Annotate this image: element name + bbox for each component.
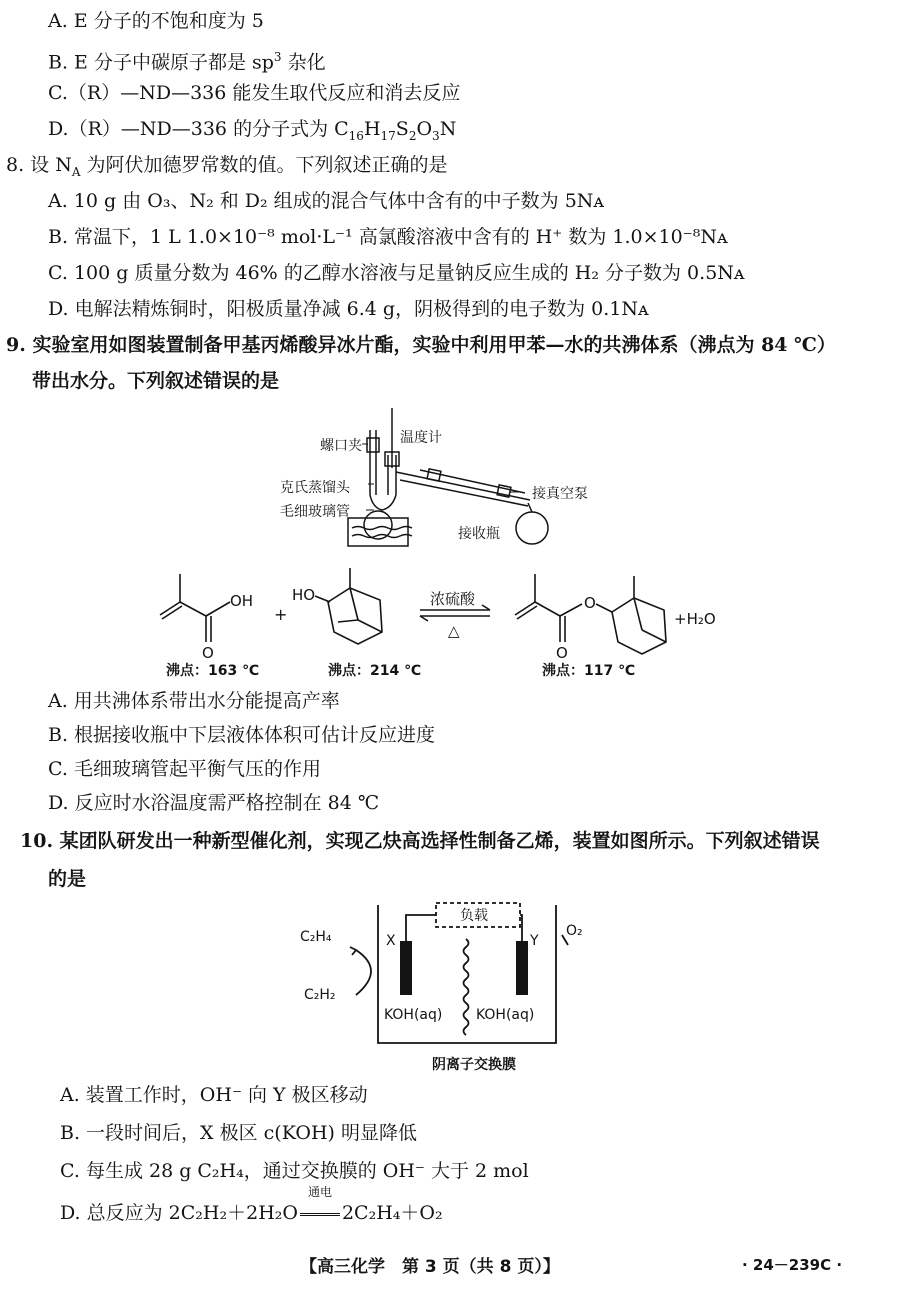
- q8-stem: [6, 152, 448, 185]
- q10-d-post: 2C₂H₄＋O₂: [341, 1202, 443, 1224]
- q7-option-d: [48, 116, 456, 149]
- q7-d-sub3: 2: [408, 128, 417, 143]
- label-receiver: 接收瓶: [458, 526, 500, 542]
- q7-option-c: C.（R）—ND—336 能发生取代反应和消去反应: [48, 82, 461, 104]
- o-label-acid: O: [202, 644, 214, 662]
- q9-option-d: D. 反应时水浴温度需严格控制在 84 ℃: [48, 792, 380, 814]
- q10-stem-line2: 的是: [48, 868, 87, 890]
- q8-option-a: A. 10 g 由 O₃、N₂ 和 D₂ 组成的混合气体中含有的中子数为 5Nᴀ: [48, 190, 605, 212]
- q7-d-s: S: [395, 118, 409, 140]
- q10-d-equal-bar: [300, 1213, 340, 1216]
- q7-d-h: H: [363, 118, 381, 140]
- q10-option-d: [60, 1185, 443, 1226]
- bp-ester: 沸点：117 ℃: [542, 663, 636, 679]
- q9-option-b: B. 根据接收瓶中下层液体体积可估计反应进度: [48, 724, 436, 746]
- q7-option-b: [48, 44, 326, 75]
- plus-sign: +: [274, 605, 288, 624]
- electrode-x: [400, 941, 412, 995]
- q7-option-b-sup: 3: [273, 50, 282, 64]
- q10-option-b: B. 一段时间后，X 极区 c(KOH) 明显降低: [60, 1122, 417, 1144]
- q9-stem-line1: 9. 实验室用如图装置制备甲基丙烯酸异冰片酯，实验中利用甲苯—水的共沸体系（沸点为 84 ℃）: [6, 334, 836, 356]
- oh-label: OH: [230, 592, 254, 610]
- q10-d-cond-text: 通电: [307, 1185, 332, 1199]
- q8-stem-post: 为阿伏加德罗常数的值。下列叙述正确的是: [80, 154, 448, 176]
- q10-stem-line1: 10. 某团队研发出一种新型催化剂，实现乙炔高选择性制备乙烯，装置如图所示。下列叙述错误: [20, 830, 820, 852]
- q7-option-a: A. E 分子的不饱和度为 5: [48, 10, 264, 32]
- q7-option-d-text: D.（R）—ND—336 的分子式为 C: [48, 118, 349, 140]
- q10-d-pre: D. 总反应为 2C₂H₂＋2H₂O: [60, 1202, 298, 1224]
- koh-left-label: KOH(aq): [384, 1007, 443, 1023]
- q9-apparatus-figure: [270, 400, 590, 560]
- heat-label: △: [448, 622, 460, 640]
- q7-d-o: O: [416, 118, 433, 140]
- label-claisen: 克氏蒸馏头: [280, 480, 350, 496]
- label-thermometer: 温度计: [400, 430, 442, 446]
- q8-stem-sub: A: [71, 164, 81, 179]
- o-label-ester: O: [556, 644, 568, 662]
- bp-alcohol: 沸点：214 ℃: [328, 663, 422, 679]
- q10-option-a: A. 装置工作时，OH⁻ 向 Y 极区移动: [60, 1084, 368, 1106]
- bp-acid: 沸点：163 ℃: [166, 663, 260, 679]
- q9-stem-line2: 带出水分。下列叙述错误的是: [32, 370, 280, 392]
- footer-right: · 24－239C ·: [742, 1256, 843, 1274]
- c2h2-label: C₂H₂: [304, 987, 336, 1003]
- y-label: Y: [530, 933, 539, 949]
- q9-option-a: A. 用共沸体系带出水分能提高产率: [48, 690, 340, 712]
- footer-center: 【高三化学 第 3 页（共 8 页）】: [300, 1257, 560, 1277]
- q10-d-condition: [298, 1185, 342, 1226]
- q7-d-sub2: 17: [380, 128, 396, 143]
- label-vacuum: 接真空泵: [532, 486, 588, 502]
- q7-option-b-tail: 杂化: [281, 51, 326, 74]
- q10-option-c: C. 每生成 28 g C₂H₄，通过交换膜的 OH⁻ 大于 2 mol: [60, 1160, 529, 1182]
- catalyst-label: 浓硫酸: [430, 590, 476, 608]
- water-label: +H₂O: [674, 610, 716, 628]
- koh-right-label: KOH(aq): [476, 1007, 535, 1023]
- ho-label: HO: [292, 586, 316, 604]
- q8-option-d: D. 电解法精炼铜时，阳极质量净减 6.4 g，阴极得到的电子数为 0.1Nᴀ: [48, 298, 649, 320]
- q7-d-sub4: 3: [432, 128, 440, 143]
- c2h4-label: C₂H₄: [300, 929, 332, 945]
- x-label: X: [386, 933, 396, 949]
- electrode-y: [516, 941, 528, 995]
- o2-label: O₂: [566, 923, 583, 939]
- label-clip: 螺口夹: [320, 438, 362, 454]
- q9-reaction-scheme: [150, 560, 750, 685]
- membrane-label: 阴离子交换膜: [432, 1057, 516, 1073]
- q7-d-sub1: 16: [348, 128, 364, 143]
- q8-option-c: C. 100 g 质量分数为 46% 的乙醇水溶液与足量钠反应生成的 H₂ 分子数为 0.5Nᴀ: [48, 262, 745, 284]
- o-label-ester-link: O: [584, 594, 596, 612]
- load-label: 负载: [460, 908, 488, 924]
- q8-stem-pre: 8. 设 N: [6, 154, 72, 176]
- q7-d-n: N: [439, 118, 457, 140]
- q10-electrolysis-figure: [290, 895, 610, 1080]
- q9-option-c: C. 毛细玻璃管起平衡气压的作用: [48, 758, 321, 780]
- q8-option-b: B. 常温下，1 L 1.0×10⁻⁸ mol·L⁻¹ 高氯酸溶液中含有的 H⁺ 数为 1.0×10⁻⁸Nᴀ: [48, 226, 728, 248]
- label-capillary: 毛细玻璃管: [280, 504, 350, 520]
- q7-option-b-text: B. E 分子中碳原子都是 sp: [48, 51, 274, 74]
